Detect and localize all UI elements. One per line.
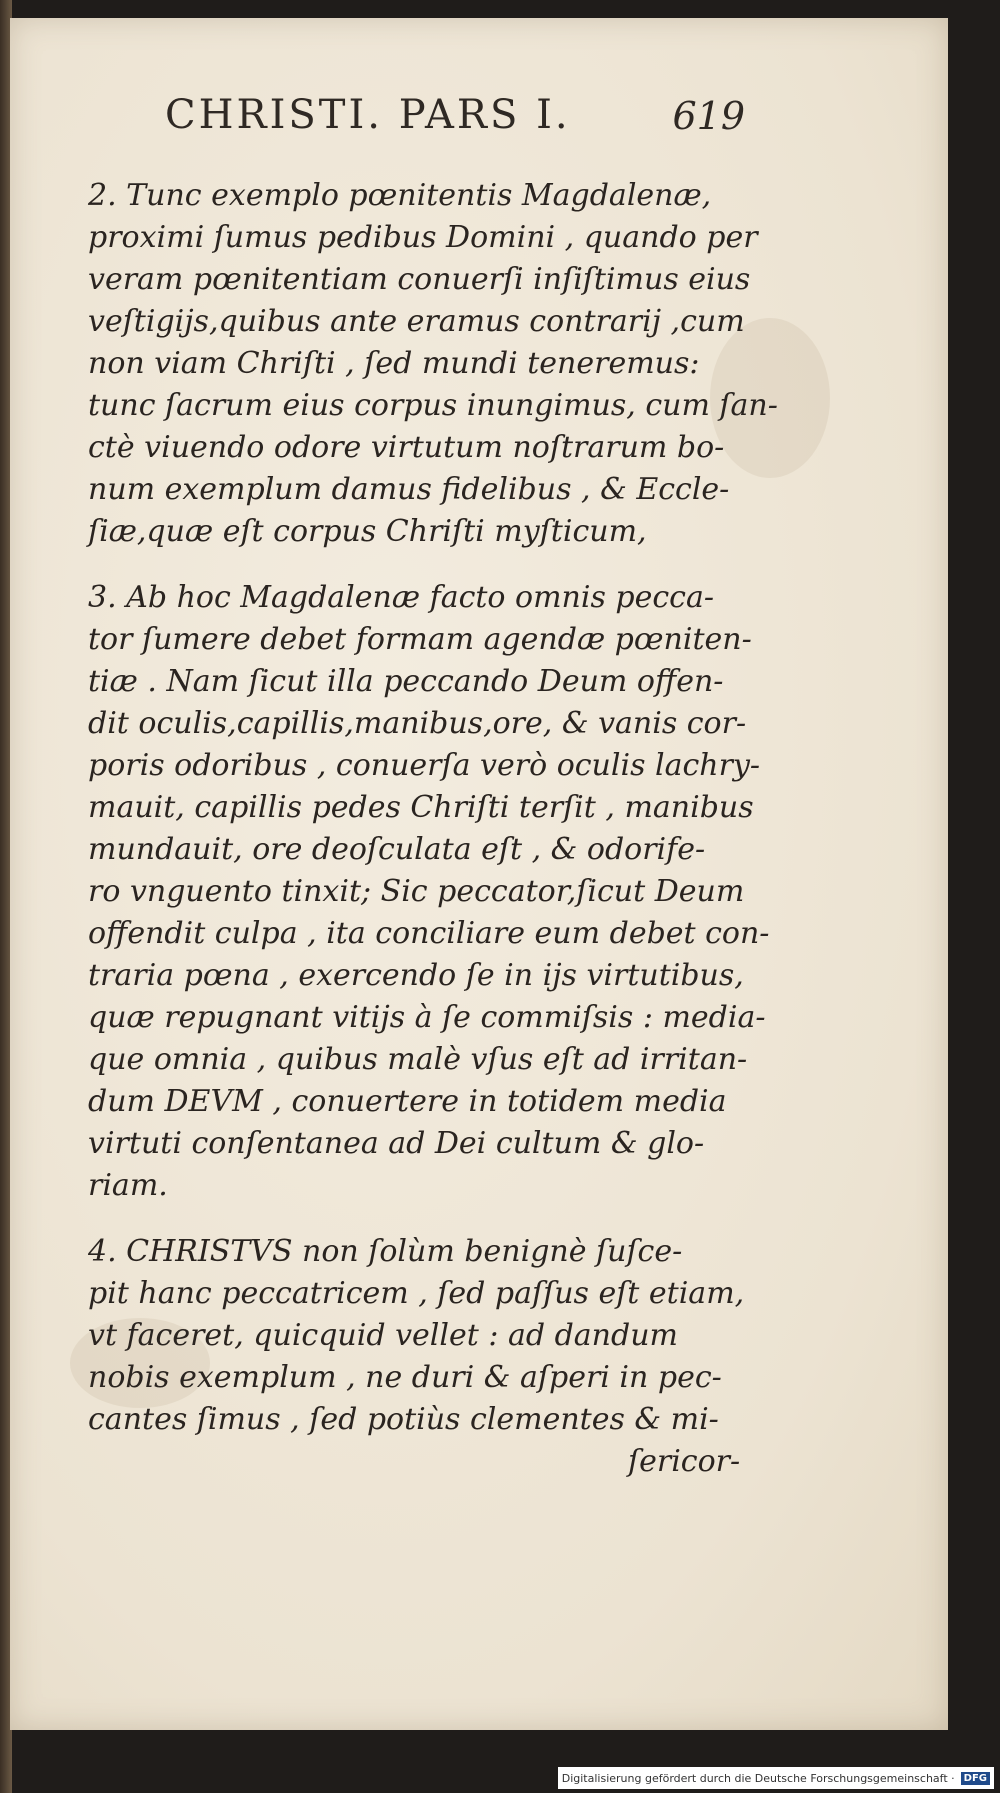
text-line: dum DEVM , conuertere in totidem media [88,1084,727,1119]
paragraph-3 [88,577,770,1207]
page-number: 619 [672,94,745,138]
text-line: num exemplum damus fidelibus , & Eccle- [88,472,730,507]
text-line: que omnia , quibus malè vſus eſt ad irritan- [88,1042,748,1077]
dfg-logo: DFG [961,1772,990,1785]
text-line: ro vnguento tinxit; Sic peccator,ſicut Deum [88,874,745,909]
text-line: mundauit, ore deoſculata eſt , & odorife- [88,832,706,867]
text-line: tor ſumere debet formam agendæ pœniten- [88,622,752,657]
text-line: veſtigijs,quibus ante eramus contrarij ,cum [88,304,745,339]
text-line: poris odoribus , conuerſa verò oculis lachry- [88,748,761,783]
text-line: vt faceret, quicquid vellet : ad dandum [88,1318,678,1353]
footer-credit-text: Digitalisierung gefördert durch die Deutsche Forschungsgemeinschaft · [561,1771,955,1785]
text-line: nobis exemplum , ne duri & aſperi in pec- [88,1360,722,1395]
text-line: cantes ſimus , ſed potiùs clementes & mi- [88,1402,719,1437]
text-line: mauit, capillis pedes Chriſti terſit , manibus [88,790,754,825]
paragraph-2 [88,175,778,553]
text-line: ſiæ,quæ eſt corpus Chriſti myſticum, [88,514,647,549]
text-line: 2. Tunc exemplo pœnitentis Magdalenæ, [88,178,712,213]
text-line: virtuti conſentanea ad Dei cultum & glo- [88,1126,705,1161]
running-head: CHRISTI. PARS I. [165,92,571,138]
text-line: non viam Chriſti , ſed mundi teneremus: [88,346,700,381]
text-line: ctè viuendo odore virtutum noſtrarum bo- [88,430,725,465]
text-line: tiæ . Nam ſicut illa peccando Deum offen- [88,664,724,699]
text-line: proximi ſumus pedibus Domini , quando per [88,220,758,255]
page-header [155,92,745,152]
text-line: 4. CHRISTVS non ſolùm benignè ſuſce- [88,1234,683,1269]
body-text [88,175,778,1507]
text-line: pit hanc peccatricem , ſed paſſus eſt etiam, [88,1276,745,1311]
catchword: ſericor- [628,1444,741,1479]
digitization-footer [558,1767,994,1789]
text-line: offendit culpa , ita conciliare eum debet con- [88,916,770,951]
text-line: dit oculis,capillis,manibus,ore, & vanis cor- [88,706,747,741]
text-line: quæ repugnant vitijs à ſe commiſsis : media- [88,1000,766,1035]
text-line: 3. Ab hoc Magdalenæ facto omnis pecca- [88,580,714,615]
text-line: traria pœna , exercendo ſe in ijs virtutibus, [88,958,744,993]
text-line: veram pœnitentiam conuerſi inſiſtimus eius [88,262,751,297]
text-line: riam. [88,1168,168,1203]
text-line: tunc ſacrum eius corpus inungimus, cum ſan- [88,388,778,423]
paragraph-4 [88,1231,748,1483]
